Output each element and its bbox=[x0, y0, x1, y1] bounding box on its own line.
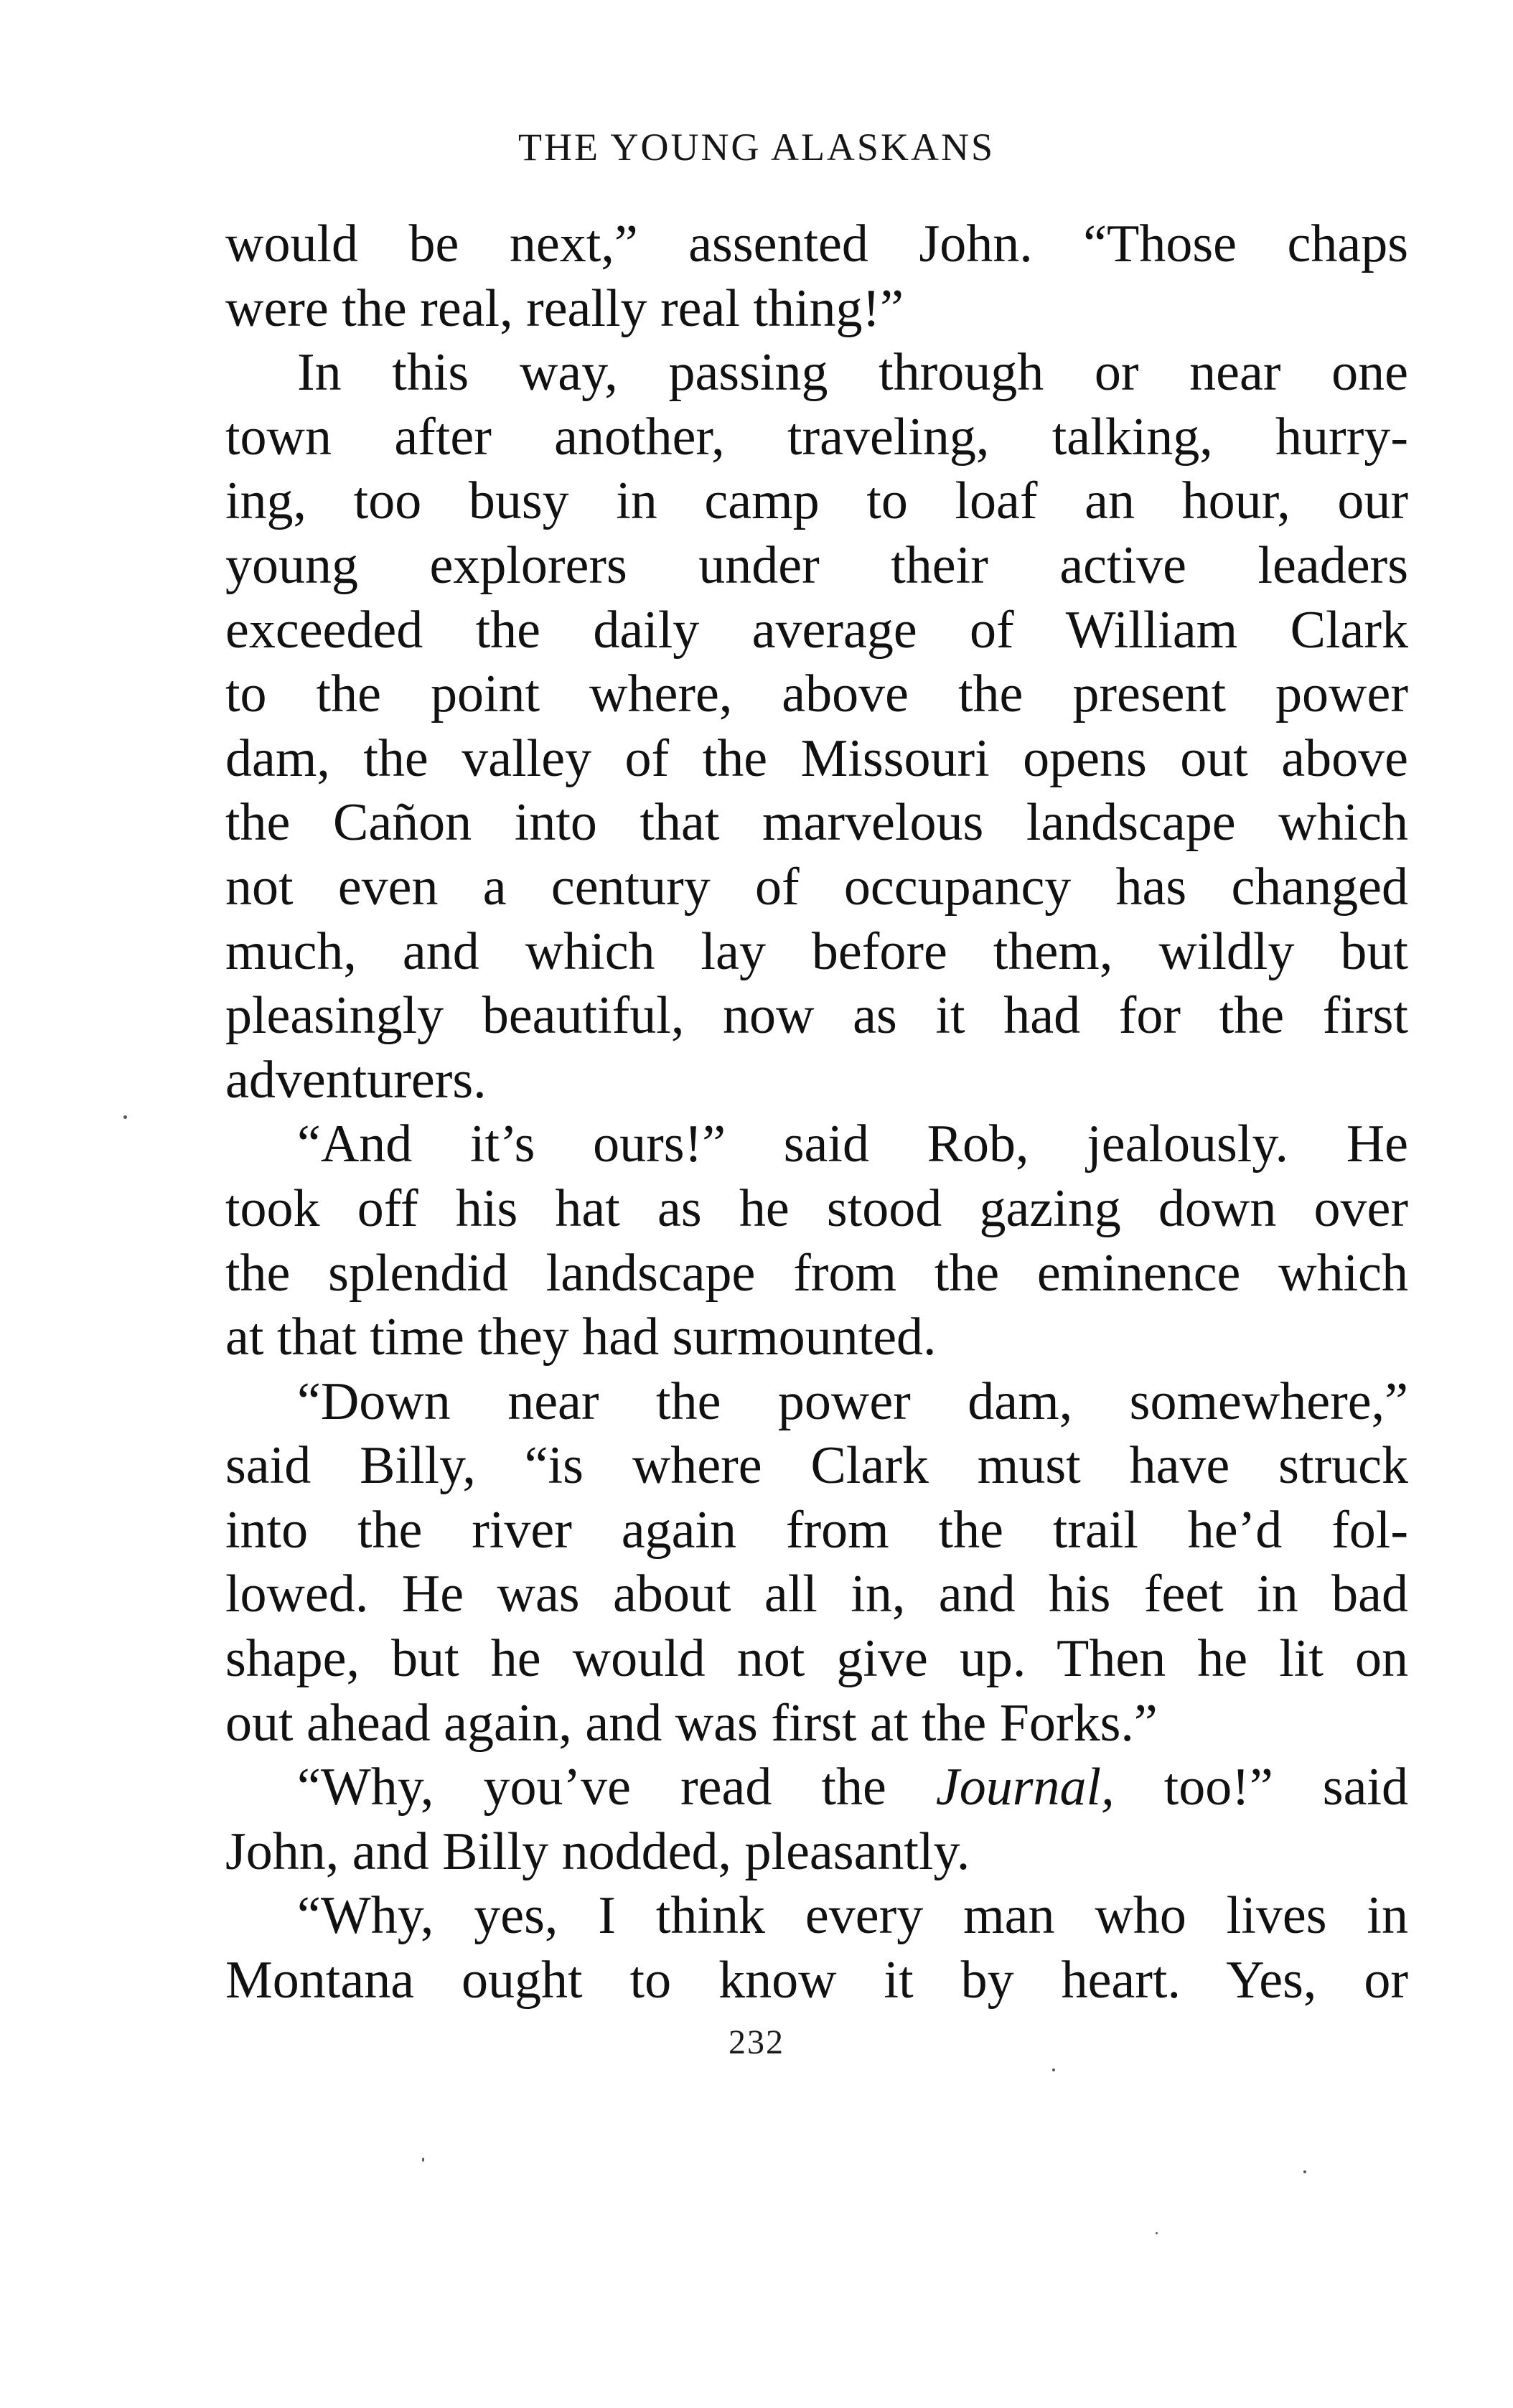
text-line: “Why, yes, I think every man who lives in bbox=[297, 1886, 1408, 1946]
text-line: exceeded the daily average of William Clark bbox=[225, 600, 1408, 660]
text-line: shape, but he would not give up. Then he lit on bbox=[225, 1629, 1408, 1689]
text-line: ing, too busy in camp to loaf an hour, our bbox=[225, 472, 1408, 531]
text-line: adventurers. bbox=[225, 1050, 487, 1110]
text-line: lowed. He was about all in, and his feet in bad bbox=[225, 1565, 1408, 1624]
italic-title: Journal, bbox=[935, 1758, 1115, 1817]
print-speck bbox=[1303, 2170, 1306, 2173]
text-line: to the point where, above the present power bbox=[225, 665, 1408, 724]
page-number: 232 bbox=[729, 2023, 784, 2061]
text-line: John, and Billy nodded, pleasantly. bbox=[225, 1822, 970, 1881]
text-line: were the real, really real thing!” bbox=[225, 278, 904, 338]
text-line: would be next,” assented John. “Those chaps bbox=[225, 215, 1408, 273]
text-line: In this way, passing through or near one bbox=[297, 343, 1408, 403]
text-line: Montana ought to know it by heart. Yes, or bbox=[225, 1951, 1408, 2010]
text-line: the splendid landscape from the eminence which bbox=[225, 1243, 1408, 1303]
text-line bbox=[225, 1756, 1408, 1820]
text-line: “And it’s ours!” said Rob, jealously. He bbox=[297, 1115, 1408, 1174]
text-line: pleasingly beautiful, now as it had for the first bbox=[225, 986, 1408, 1046]
text-segment: “Why, you’ve read the bbox=[297, 1758, 936, 1817]
print-speck bbox=[123, 1115, 127, 1119]
text-line: at that time they had surmounted. bbox=[225, 1308, 937, 1367]
text-line: out ahead again, and was first at the Forks.” bbox=[225, 1693, 1158, 1753]
text-line: much, and which lay before them, wildly but bbox=[225, 922, 1408, 981]
text-line: said Billy, “is where Clark must have struck bbox=[225, 1436, 1408, 1496]
text-line: took off his hat as he stood gazing down over bbox=[225, 1179, 1408, 1238]
print-speck bbox=[422, 2158, 424, 2162]
text-line: into the river again from the trail he’d fol- bbox=[225, 1500, 1408, 1560]
text-line: young explorers under their active leaders bbox=[225, 535, 1408, 595]
text-line: dam, the valley of the Missouri opens out above bbox=[225, 729, 1408, 788]
text-segment: too!” said bbox=[1114, 1758, 1409, 1817]
print-speck bbox=[1052, 2069, 1055, 2071]
text-line: “Down near the power dam, somewhere,” bbox=[297, 1372, 1408, 1431]
print-speck bbox=[1156, 2232, 1158, 2234]
body-text bbox=[225, 212, 1408, 2013]
text-line: not even a century of occupancy has changed bbox=[225, 857, 1408, 917]
text-line: the Cañon into that marvelous landscape which bbox=[225, 793, 1408, 853]
running-head: THE YOUNG ALASKANS bbox=[517, 126, 995, 169]
text-line: town after another, traveling, talking, hurry- bbox=[225, 407, 1408, 467]
